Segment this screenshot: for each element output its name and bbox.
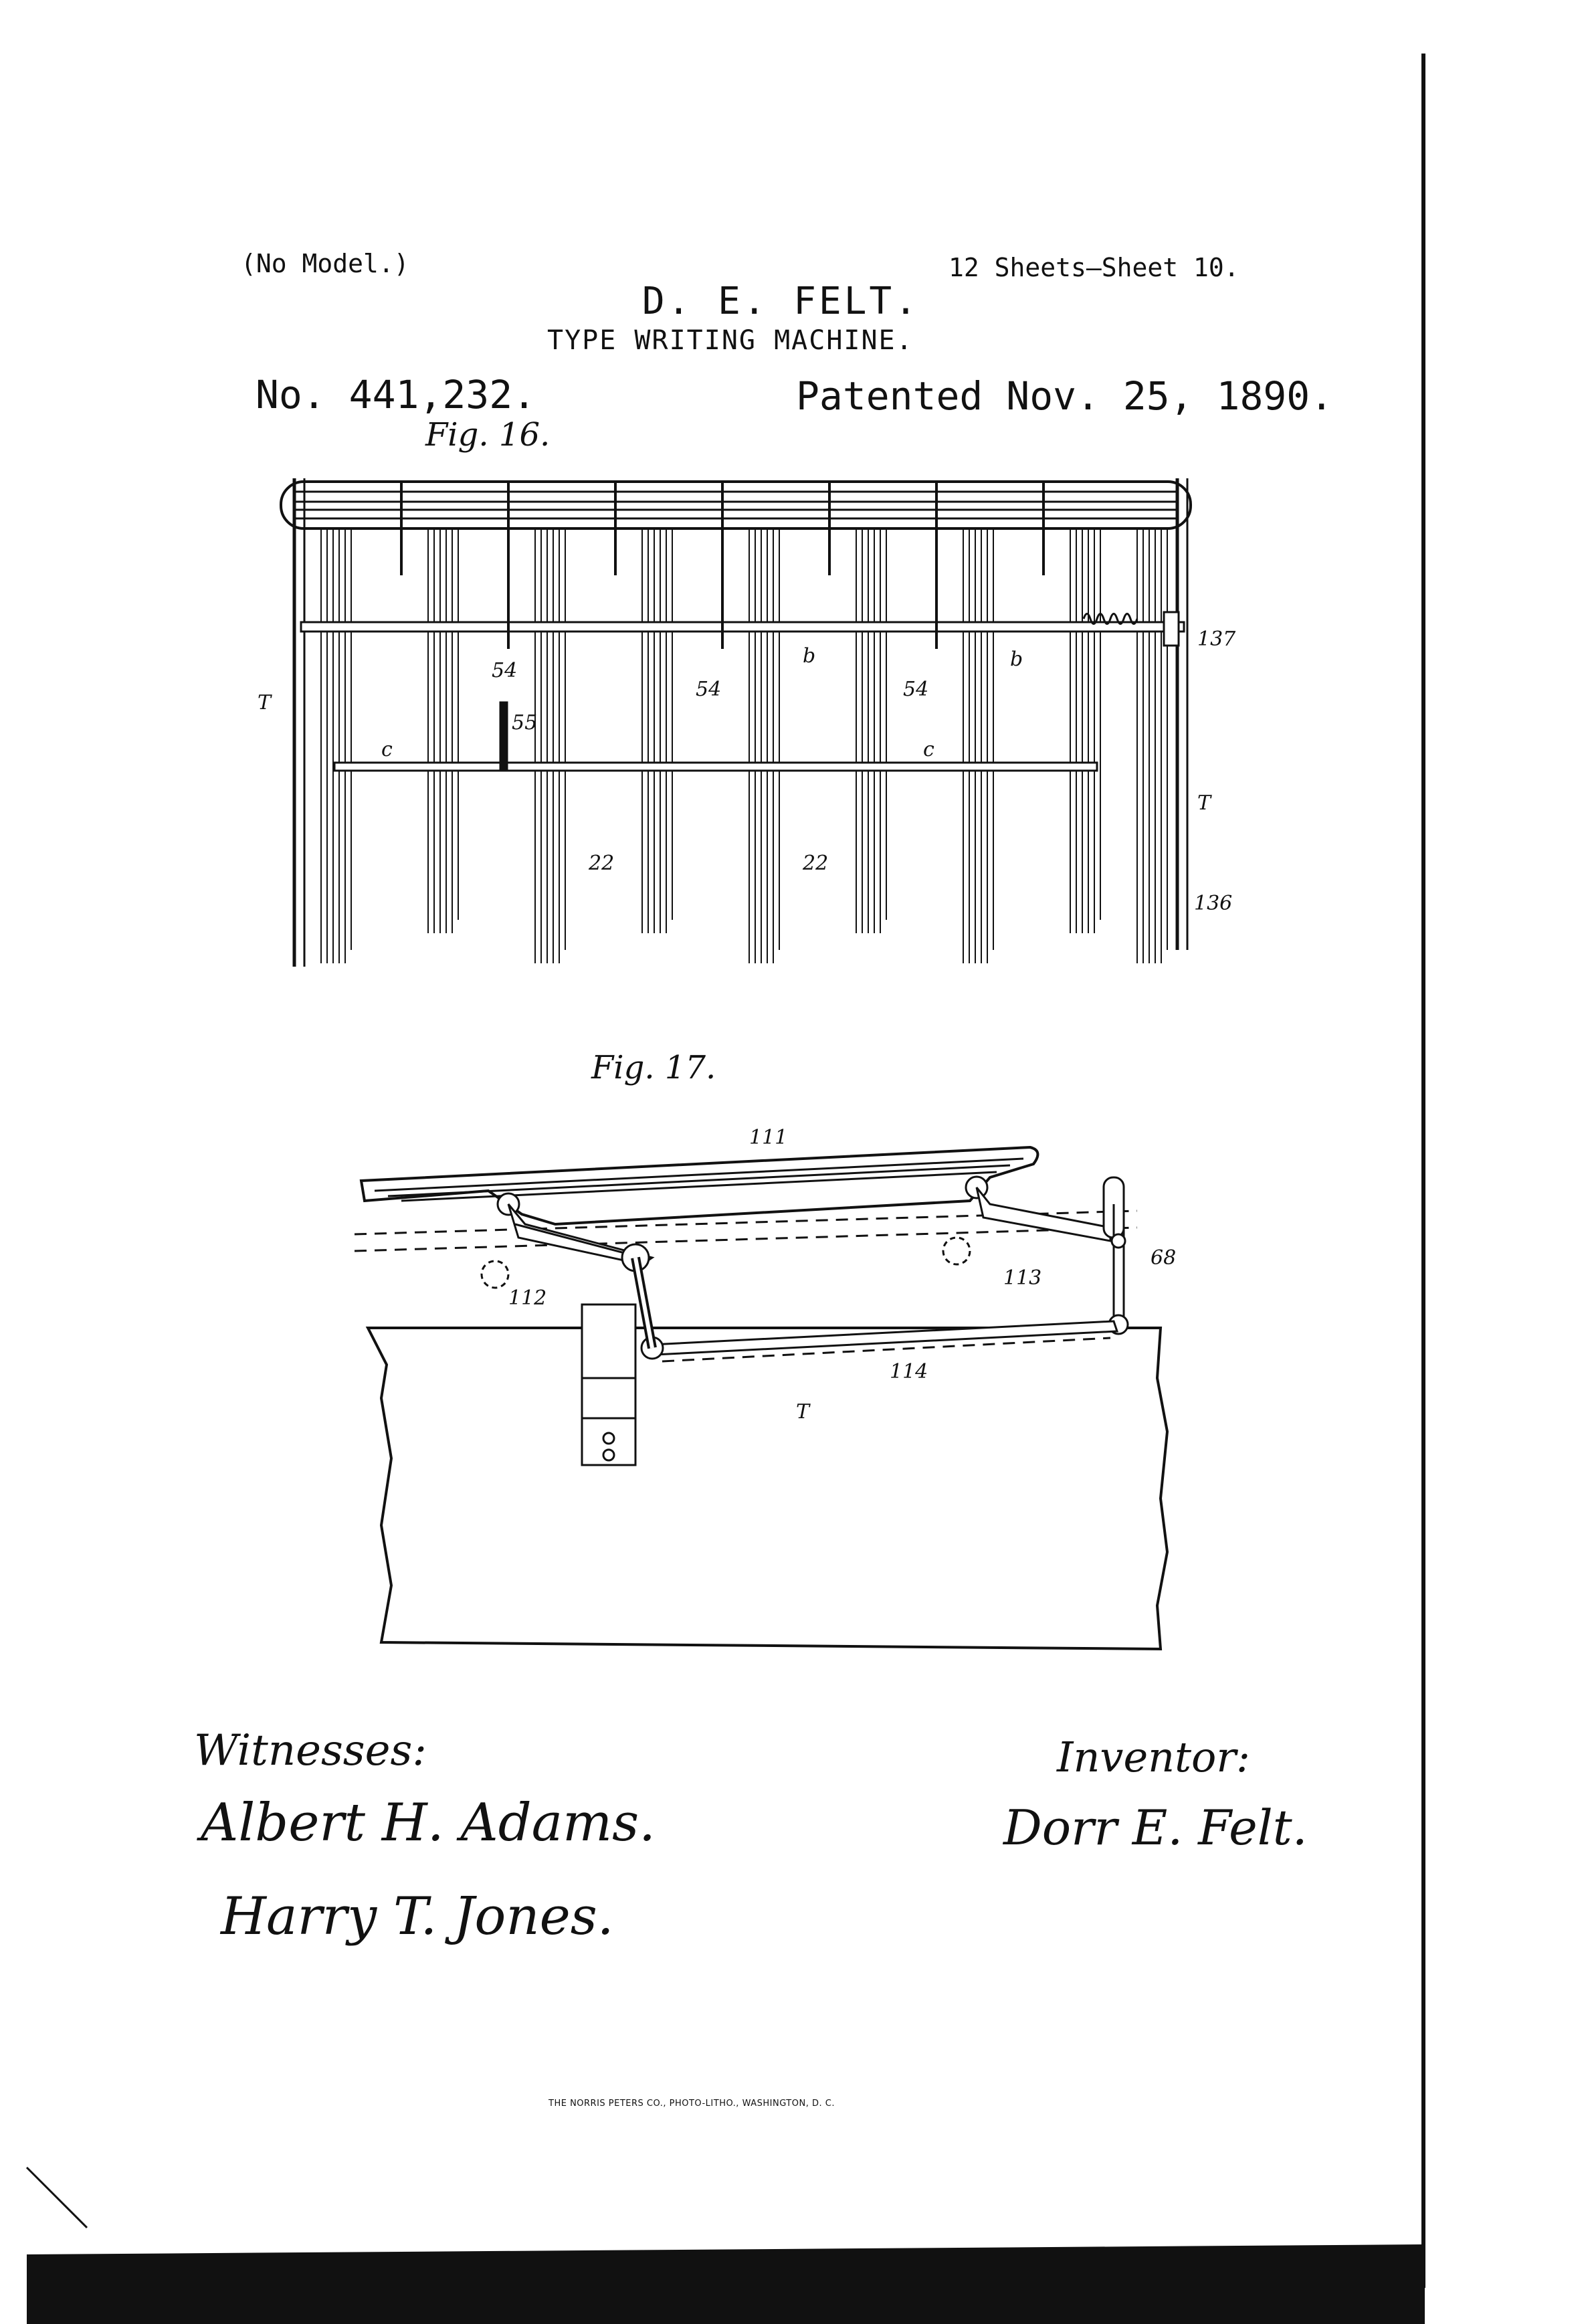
patent-title: TYPE WRITING MACHINE.	[547, 325, 914, 356]
fig16-drawing	[281, 478, 1191, 967]
witness-1-signature: Albert H. Adams.	[201, 1793, 656, 1853]
fig16-label: Fig. 16.	[425, 416, 551, 454]
fig16-ref-55: 55	[512, 711, 538, 735]
fig16-ref-54-3: 54	[903, 678, 929, 701]
witness-2-signature: Harry T. Jones.	[221, 1886, 614, 1947]
fig16-ref-136: 136	[1194, 892, 1233, 915]
inventor-name: D. E. FELT.	[642, 280, 920, 323]
fig16-ref-T-1: T	[258, 691, 272, 714]
fig16-ref-b-1: b	[803, 644, 816, 668]
sheet-number: 12 Sheets—Sheet 10.	[949, 253, 1239, 282]
fig16-ref-c-1: c	[381, 738, 393, 761]
witnesses-label: Witnesses:	[194, 1726, 427, 1775]
fig16-ref-54-1: 54	[492, 659, 518, 682]
printer-footer: THE NORRIS PETERS CO., PHOTO-LITHO., WASHINGTON, D. C.	[549, 2099, 835, 2109]
fig17-ref-T: T	[796, 1400, 810, 1424]
fig16-ref-c-2: c	[923, 738, 934, 761]
fig17-ref-114: 114	[890, 1360, 928, 1383]
fig16-ref-54-2: 54	[696, 678, 722, 701]
page-border-bottom	[27, 2244, 1425, 2324]
fig16-ref-22-1: 22	[589, 852, 615, 875]
fig17-drawing	[355, 1147, 1167, 1649]
fig16-ref-b-2: b	[1010, 648, 1023, 671]
patent-date: Patented Nov. 25, 1890.	[796, 373, 1334, 419]
fig17-ref-111: 111	[749, 1126, 788, 1149]
fig16-ref-137: 137	[1197, 627, 1236, 651]
fig17-ref-68: 68	[1151, 1246, 1177, 1270]
inventor-label: Inventor:	[1057, 1733, 1250, 1781]
model-note: (No Model.)	[241, 249, 409, 278]
inventor-signature: Dorr E. Felt.	[1003, 1800, 1308, 1856]
fig17-label: Fig. 17.	[591, 1049, 716, 1086]
fig16-ref-22-2: 22	[803, 852, 829, 875]
fig17-ref-112: 112	[508, 1286, 547, 1310]
fig17-ref-113: 113	[1003, 1266, 1042, 1290]
fig16-ref-T-2: T	[1197, 791, 1211, 815]
patent-number: No. 441,232.	[256, 372, 536, 417]
